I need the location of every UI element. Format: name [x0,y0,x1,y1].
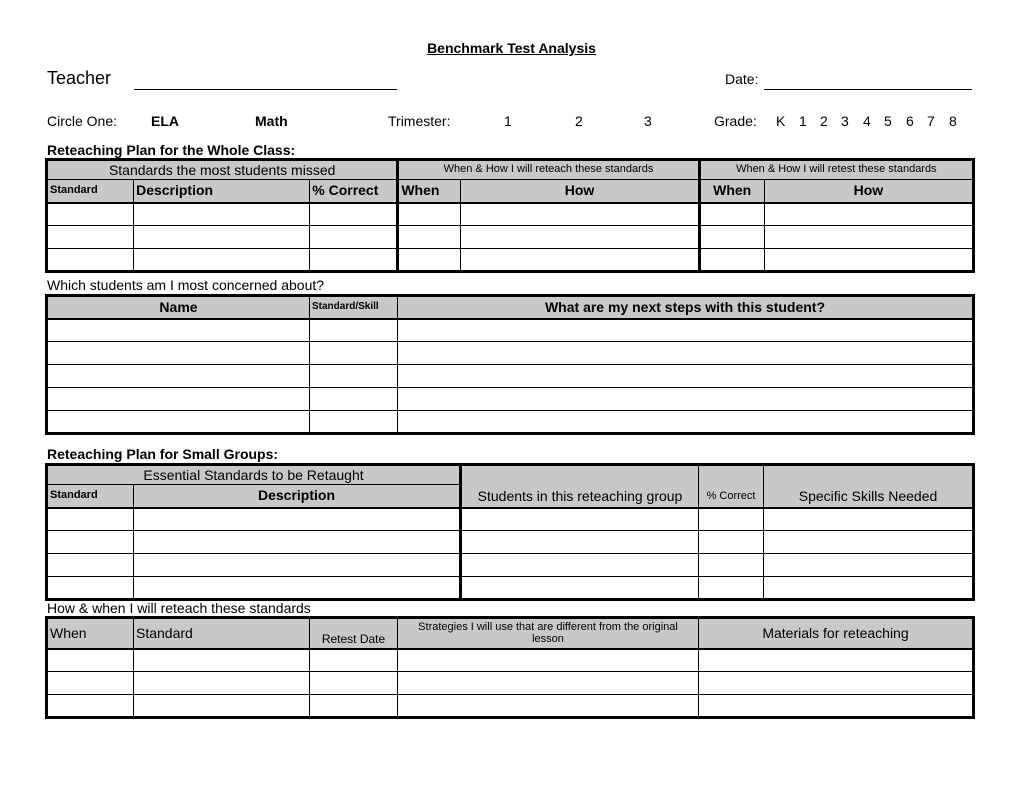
col-header-standard-rw: Standard [134,618,310,649]
trimester-option-1[interactable]: 1 [504,113,512,129]
trimester-label: Trimester: [388,113,451,129]
option-math[interactable]: Math [255,113,288,129]
grade-option-5[interactable]: 5 [884,113,892,129]
concern-table [45,294,975,435]
table-row [47,342,974,365]
col-header-how-retest: How [764,180,973,203]
teacher-label: Teacher [47,68,112,88]
whole-class-table [45,158,975,273]
table-row [47,695,974,718]
date-line[interactable] [764,89,972,90]
col-header-percent-correct: % Correct [310,180,398,203]
grade-option-3[interactable]: 3 [841,113,849,129]
table-row [47,531,974,554]
col-header-next-steps: What are my next steps with this student? [398,296,974,319]
grade-option-k[interactable]: K [776,113,786,129]
col-header-materials: Materials for reteaching [699,618,974,649]
col-header-standard: Standard [47,180,134,203]
group-header-essential-standards: Essential Standards to be Retaught [47,465,461,485]
grade-label: Grade: [714,113,757,129]
small-groups-table [45,463,975,601]
col-header-standard-sg: Standard [47,485,134,508]
document-title: Benchmark Test Analysis [427,40,596,56]
table-row [47,365,974,388]
table-row [47,319,974,342]
table-row [47,388,974,411]
col-header-retest-date: Retest Date [310,618,398,649]
col-header-standard-skill: Standard/Skill [310,296,398,319]
group-header-reteach: When & How I will reteach these standards [398,160,699,180]
col-header-students-group: Students in this reteaching group [461,465,699,508]
col-header-specific-skills: Specific Skills Needed [764,465,974,508]
col-header-when: When [47,618,134,649]
reteach-when-table [45,616,975,719]
col-header-percent-correct-sg: % Correct [699,465,764,508]
col-header-description-sg: Description [134,485,461,508]
date-label: Date: [725,71,759,87]
table-row [47,508,974,531]
col-header-description: Description [134,180,310,203]
grade-option-2[interactable]: 2 [820,113,828,129]
grade-option-6[interactable]: 6 [906,113,914,129]
reteach-when-heading: How & when I will reteach these standards [47,600,311,616]
table-row [47,249,974,272]
circle-one-label: Circle One: [47,113,118,129]
group-header-standards-missed: Standards the most students missed [47,160,398,180]
table-row [47,226,974,249]
trimester-option-3[interactable]: 3 [644,113,652,129]
table-row [47,554,974,577]
trimester-option-2[interactable]: 2 [575,113,583,129]
group-header-retest: When & How I will retest these standards [699,160,973,180]
option-ela[interactable]: ELA [151,113,179,129]
whole-class-heading: Reteaching Plan for the Whole Class: [47,142,296,158]
small-groups-heading: Reteaching Plan for Small Groups: [47,446,279,462]
concern-heading: Which students am I most concerned about? [47,277,325,293]
col-header-name: Name [47,296,310,319]
table-row [47,203,974,226]
col-header-when-reteach: When [398,180,461,203]
grade-option-8[interactable]: 8 [949,113,957,129]
table-row [47,649,974,672]
col-header-strategies: Strategies I will use that are different from the original lesson [398,618,699,649]
table-row [47,577,974,600]
grade-option-4[interactable]: 4 [863,113,871,129]
col-header-when-retest: When [699,180,764,203]
grade-option-1[interactable]: 1 [799,113,807,129]
table-row [47,411,974,434]
grade-option-7[interactable]: 7 [927,113,935,129]
col-header-how-reteach: How [461,180,699,203]
table-row [47,672,974,695]
teacher-name-line[interactable] [134,89,397,90]
